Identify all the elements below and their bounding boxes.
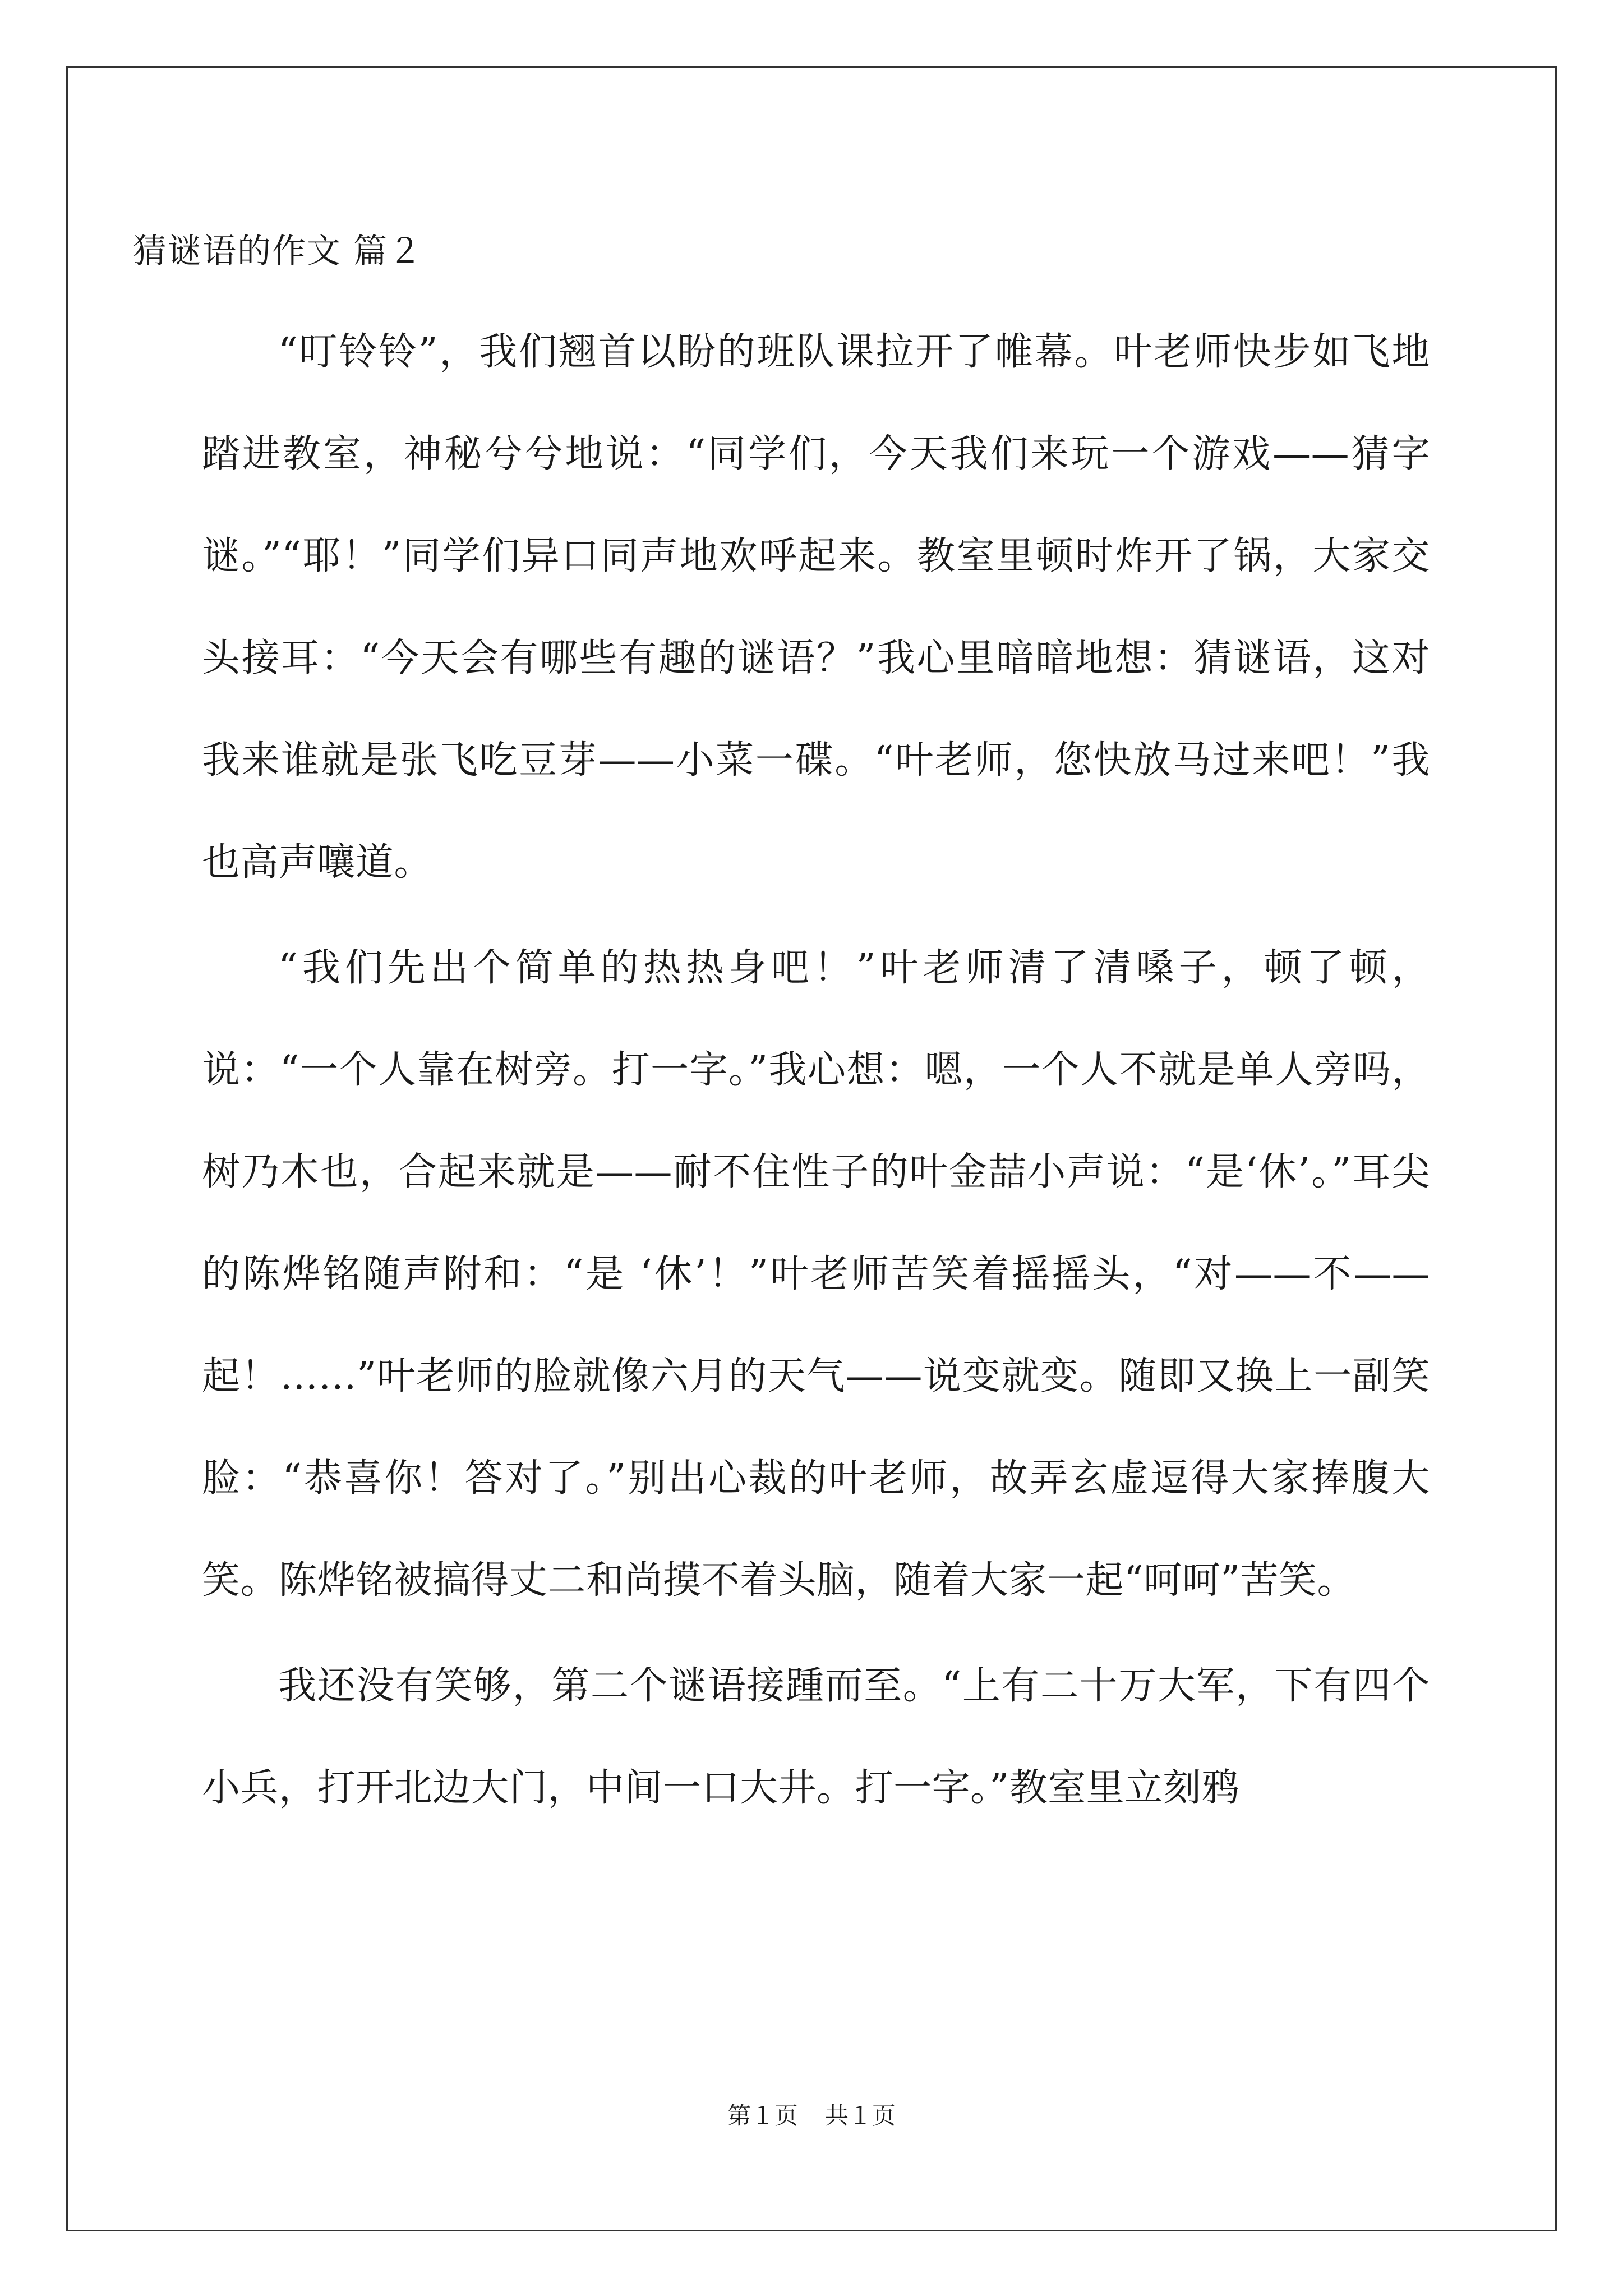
document-body xyxy=(202,301,1430,1843)
paragraph-1: “叮铃铃”，我们翘首以盼的班队课拉开了帷幕。叶老师快步如飞地踏进教室，神秘兮兮地说：“同学们，今天我们来玩一个游戏——猜字谜。”“耶！”同学们异口同声地欢呼起来。教室里顿时炸开了锅，大家交头接耳：“今天会有哪些有趣的谜语？”我心里暗暗地想：猜谜语，这对我来谁就是张飞吃豆芽——小菜一碟。“叶老师，您快放马过来吧！”我也高声嚷道。 xyxy=(202,330,1430,885)
page-total: 共１页 xyxy=(825,2102,896,2129)
document-title: 猜谜语的作文 篇２ xyxy=(133,232,423,271)
page-footer xyxy=(0,2099,1623,2133)
page-number: 第１页 xyxy=(727,2102,798,2129)
paragraph-2: “我们先出个简单的热热身吧！”叶老师清了清嗓子，顿了顿，说：“一个人靠在树旁。打一字。”我心想：嗯，一个人不就是单人旁吗，树乃木也，合起来就是——耐不住性子的叶金喆小声说：“是‘休’。”耳尖的陈烨铭随声附和：“是 ‘休’！”叶老师苦笑着摇摇头，“对——不——起！……”叶老师的脸就像六月的天气——说变就变。随即又换上一副笑脸：“恭喜你！答对了。”别出心裁的叶老师，故弄玄虚逗得大家捧腹大笑。陈烨铭被搞得丈二和尚摸不着头脑，随着大家一起“呵呵”苦笑。 xyxy=(202,946,1431,1603)
paragraph-3: 我还没有笑够，第二个谜语接踵而至。“上有二十万大军，下有四个小兵，打开北边大门，中间一口大井。打一字。”教室里立刻鸦 xyxy=(202,1664,1430,1810)
